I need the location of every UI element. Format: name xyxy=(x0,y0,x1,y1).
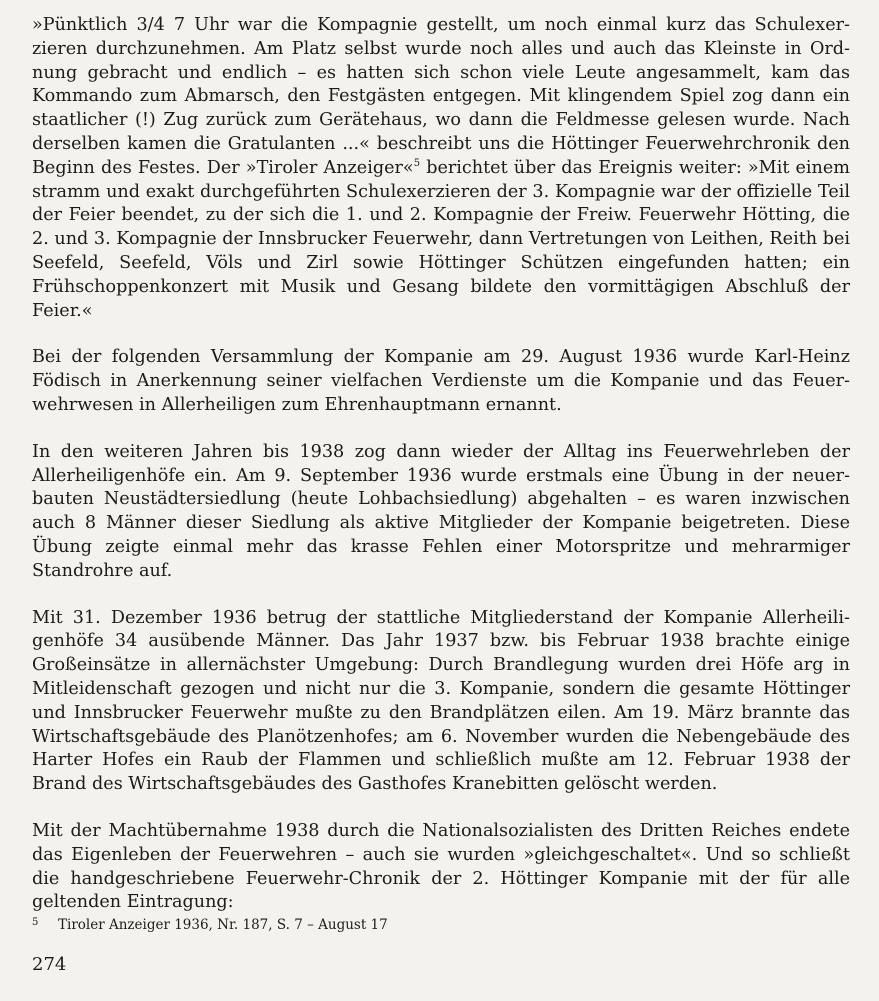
paragraph-exercise-1936: In den weiteren Jahren bis 1938 zog dann wieder der Alltag ins Feuerwehrleben der Allerheiligenhöfe ein. Am 9. September 1936 wurde erstmals eine Übung in der neuerbauten Neustädtersiedlung (heute Lohbachsiedlung) abgehalten – es waren inzwischen auch 8 Männer dieser Siedlung als aktive Mitglieder der Kompanie beigetreten. Diese Übung zeigte einmal mehr das krasse Fehlen einer Motorspritze und mehrarmiger Standrohre auf. xyxy=(32,441,850,581)
paragraph-fires-1937: Mit 31. Dezember 1936 betrug der stattliche Mitgliederstand der Kompanie Allerheiligenhöfe 34 ausübende Männer. Das Jahr 1937 bzw. bis Februar 1938 brachte einige Großeinsätze in allernächster Umgebung: Durch Brandlegung wurden drei Höfe arg in Mitleidenschaft gezogen und nicht nur die 3. Kompanie, sondern die gesamte Höttinger und Innsbrucker Feuerwehr mußte zu den Brandplätzen eilen. Am 19. März brannte das Wirtschaftsgebäude des Planötzenhofes; am 6. November wurden die Nebengebäude des Harter Hofes ein Raub der Flammen und schließlich mußte am 12. Februar 1938 der Brand des Wirtschaftsgebäudes des Gasthofes Kranebitten gelöscht werden. xyxy=(32,607,850,795)
paragraph-text: berichtet über das Ereignis weiter: »Mit einem stramm und exakt durchgeführten Schulexerzieren der 3. Kompagnie war der offizielle Teil der Feier beendet, zu der sich die 1. und 2. Kompagnie der Freiw. Feuerwehr Hötting, die 2. und 3. Kompagnie der Innsbrucker Feuerwehr, dann Vertretungen von Leithen, Reith bei Seefeld, Seefeld, Völs und Zirl sowie Höttinger Schützen eingefunden hatten; ein Frühschoppenkonzert mit Musik und Gesang bildete den vormittägigen Abschluß der Feier.« xyxy=(32,157,850,321)
paragraph-festival-description xyxy=(32,14,850,323)
paragraph-text: »Pünktlich 3/4 7 Uhr war die Kompagnie gestellt, um noch einmal kurz das Schulexerzieren durchzunehmen. Am Platz selbst wurde noch alles und auch das Kleinste in Ordnung gebracht und endlich – es hatten sich schon viele Leute angesammelt, kam das Kommando zum Abmarsch, den Festgästen entgegen. Mit klingendem Spiel zog dann ein staatlicher (!) Zug zurück zum Gerätehaus, wo dann die Feldmesse gelesen wurde. Nach derselben kamen die Gratulanten ...« beschreibt uns die Höttinger Feuerwehrchronik den Beginn des Festes. Der »Tiroler Anzeiger« xyxy=(32,15,850,178)
footnote-text: Tiroler Anzeiger 1936, Nr. 187, S. 7 – August 17 xyxy=(58,917,388,933)
paragraph-honorary-captain: Bei der folgenden Versammlung der Kompanie am 29. August 1936 wurde Karl-Heinz Födisch in Anerkennung seiner vielfachen Verdienste um die Kompanie und das Feuerwehrwesen in Allerheiligen zum Ehrenhauptmann ernannt. xyxy=(32,347,850,415)
page-number: 274 xyxy=(32,954,67,975)
footnote: 5 Tiroler Anzeiger 1936, Nr. 187, S. 7 – August 17 xyxy=(32,917,388,933)
footnote-reference[interactable]: 5 xyxy=(413,157,421,169)
paragraph-takeover-1938: Mit der Machtübernahme 1938 durch die Nationalsozialisten des Dritten Reiches endete das Eigenleben der Feuerwehren – auch sie wurden »gleichgeschaltet«. Und so schließt die handgeschriebene Feuerwehr-Chronik der 2. Höttinger Kompanie mit der für alle geltenden Eintragung: xyxy=(32,820,850,913)
body-text xyxy=(32,14,850,915)
